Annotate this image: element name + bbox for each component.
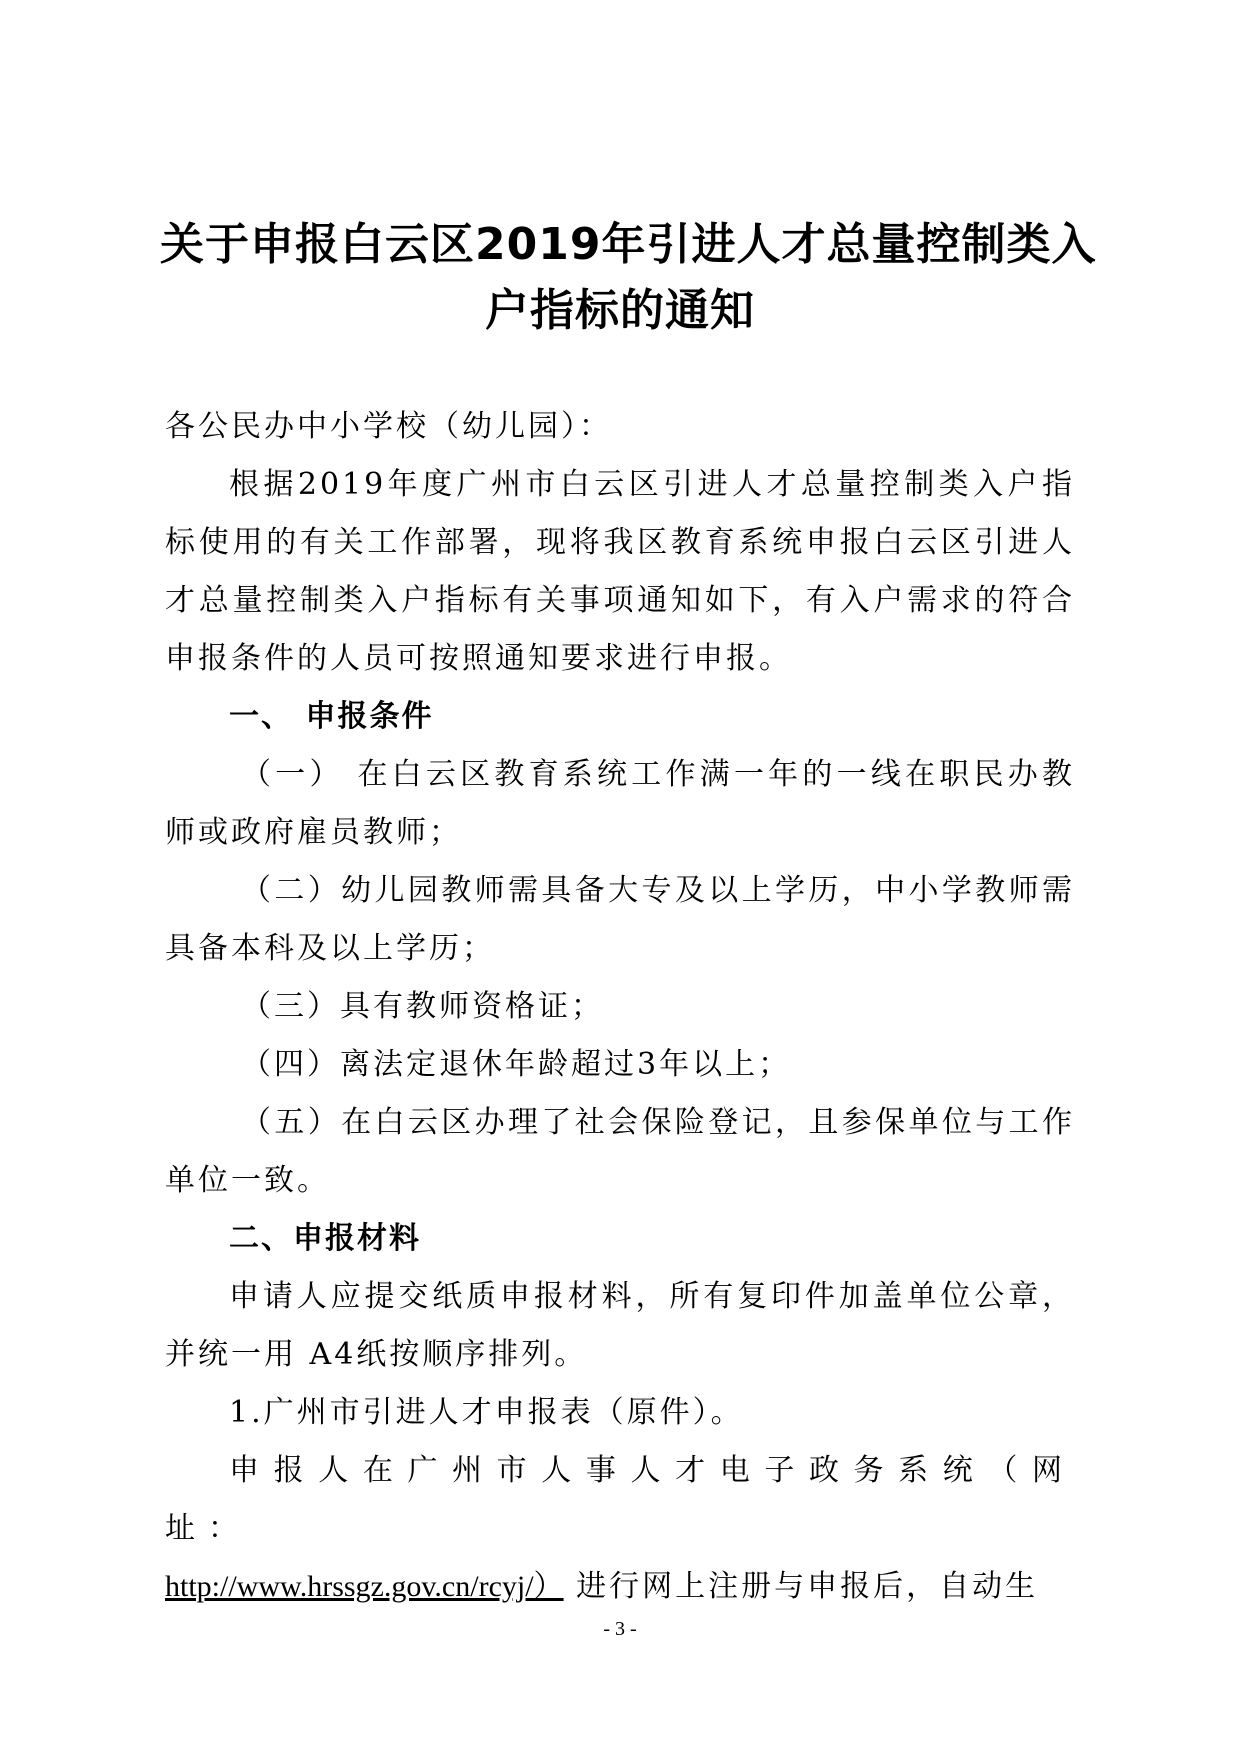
section-1-heading: 一、 申报条件: [229, 699, 434, 734]
materials-intro: 申请人应提交纸质申报材料，所有复印件加盖单位公章，并统一用 A4纸按顺序排列。: [165, 1279, 1075, 1372]
document-title: [160, 212, 1097, 344]
materials-item-1: 1.广州市引进人才申报表（原件）。: [229, 1395, 744, 1430]
title-line-2: 户指标的通知: [485, 285, 755, 336]
condition-item-2: （二）幼儿园教师需具备大专及以上学历，中小学教师需具备本科及以上学历；: [165, 873, 1075, 966]
condition-item-3: （三）具有教师资格证；: [241, 989, 604, 1024]
salutation: 各公民办中小学校（幼儿园）：: [165, 409, 612, 444]
materials-item-1-detail: [165, 1442, 1075, 1616]
section-2-heading: 二、申报材料: [229, 1221, 421, 1256]
condition-item-1: （一） 在白云区教育系统工作满一年的一线在职民办教师或政府雇员教师；: [165, 757, 1075, 850]
registration-link[interactable]: http://www.hrssgz.gov.cn/rcyj/）: [165, 1570, 564, 1603]
title-line-1: 关于申报白云区2019年引进人才总量控制类入: [160, 219, 1097, 270]
intro-paragraph: 根据2019年度广州市白云区引进人才总量控制类入户指标使用的有关工作部署，现将我区教育系统申报白云区引进人才总量控制类入户指标有关事项通知如下，有入户需求的符合申报条件的人员可按照通知要求进行申报。: [165, 467, 1075, 676]
detail-suffix: 进行网上注册与申报后，自动生: [563, 1569, 1039, 1604]
condition-item-4: （四）离法定退休年龄超过3年以上；: [241, 1047, 792, 1082]
condition-item-5: （五）在白云区办理了社会保险登记，且参保单位与工作单位一致。: [165, 1105, 1075, 1198]
detail-prefix: 申报人在广州市人事人才电子政务系统（网址：: [165, 1453, 1075, 1546]
page-number: - 3 -: [603, 1618, 637, 1640]
document-body: [165, 398, 1075, 1616]
